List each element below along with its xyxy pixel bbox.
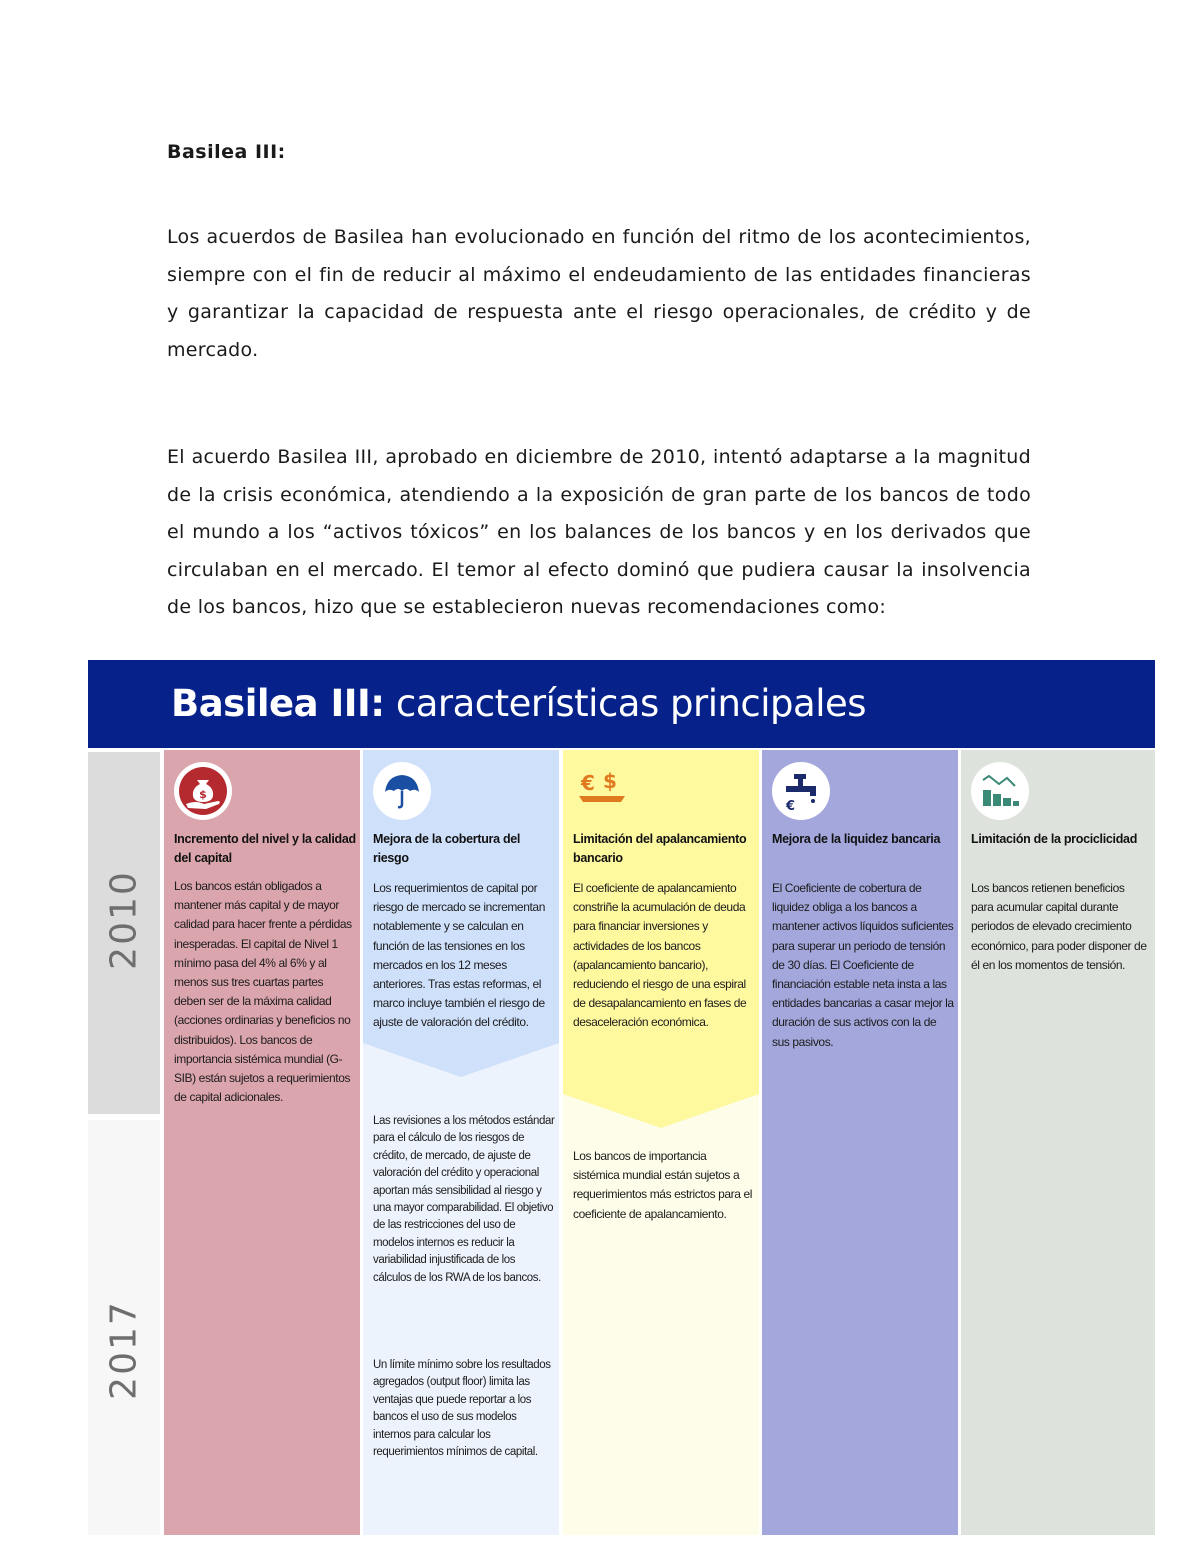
column-leverage-text-2017: Los bancos de importancia sistémica mundial están sujetos a requerimientos más estrictos para el coeficiente de apalancamiento. <box>573 1149 753 1221</box>
faucet-euro-icon <box>772 762 830 820</box>
column-procyclicality-text-2010: Los bancos retienen beneficios para acumular capital durante periodos de elevado crecimiento económico, para poder disponer de él en los momentos de tensión. <box>971 881 1147 972</box>
column-capital-text-2010: Los bancos están obligados a mantener más capital y de mayor calidad para hacer frente a pérdidas inesperadas. El capital de Nivel 1 mínimo pasa del 4% al 6% y al menos sus tres cuartas partes deben ser de la máxima calidad (acciones ordinarias y beneficios no distribuidos). Los bancos de importancia sistémica mundial (G-SIB) están sujetos a requerimientos de capital adicionales. <box>174 879 352 1105</box>
stacked-coins-icon <box>971 762 1029 820</box>
column-procyclicality-heading: Limitación de la prociclicidad <box>971 832 1138 846</box>
column-liquidity-text-2010: El Coeficiente de cobertura de liquidez obliga a los bancos a mantener activos líquidos suficientes para superar un periodo de tensión de 30 días. El Coeficiente de financiación estable neta insta a las entidades bancarias a casar mejor la duración de sus activos con la de sus pasivos. <box>772 881 954 1049</box>
umbrella-icon <box>373 762 431 820</box>
column-risk-coverage-heading: Mejora de la cobertura del riesgo <box>373 832 521 865</box>
column-leverage-heading: Limitación del apalancamiento bancario <box>573 832 747 865</box>
column-capital <box>164 750 360 1535</box>
svg-text:€: € <box>786 799 796 814</box>
column-liquidity-heading: Mejora de la liquidez bancaria <box>772 832 941 846</box>
column-liquidity <box>762 750 958 1535</box>
intro-paragraph: Los acuerdos de Basilea han evolucionado en función del ritmo de los acontecimientos, siempre con el fin de reducir al máximo el endeudamiento de las entidades financieras y garantizar la capacidad de respuesta ante el riesgo operacionales, de crédito y de mercado. <box>167 226 1031 361</box>
basilea-iii-paragraph: El acuerdo Basilea III, aprobado en diciembre de 2010, intentó adaptarse a la magnitud de la crisis económica, atendiendo a la exposición de gran parte de los bancos de todo el mundo a los “activos tóxicos” en los balances de los bancos y en los derivados que circulaban en el mercado. El temor al efecto dominó que pudiera causar la insolvencia de los bancos, hizo que se establecieron nuevas recomendaciones como: <box>167 446 1031 619</box>
svg-text:€: € <box>581 771 595 795</box>
column-leverage-text-2010: El coeficiente de apalancamiento constriñe la acumulación de deuda para financiar inversiones y actividades de los bancos (apalancamiento bancario), reduciendo el riesgo de una espiral de desapalancamiento en fases de desaceleración económica. <box>573 881 747 1030</box>
euro-dollar-icon <box>573 762 631 820</box>
column-risk-coverage-text-2010: Los requerimientos de capital por riesgo de mercado se incrementan notablemente y se calculan en función de las tensiones en los mercados en los 12 meses anteriores. Tras estas reformas, el marco incluye también el riesgo de ajuste de valoración del crédito. <box>373 881 545 1030</box>
document-heading: Basilea III: <box>167 141 286 163</box>
column-risk-coverage <box>363 750 559 1535</box>
infographic-title-bold: Basilea III: <box>171 682 385 725</box>
infographic-title <box>171 682 866 725</box>
column-risk-coverage-text-2017-a: Las revisiones a los métodos estándar para el cálculo de los riesgos de crédito, de mercado, de ajuste de valoración del crédito y operacional aportan más sensibilidad al riesgo y una mayor comparabilidad. El objetivo de las restricciones del uso de modelos internos es reducir la variabilidad injustificada de los cálculos de los RWA de los bancos. <box>373 1115 555 1284</box>
basilea-iii-infographic <box>88 660 1155 1535</box>
column-leverage <box>563 750 759 1535</box>
infographic-title-rest: características principales <box>384 682 867 725</box>
money-bag-hand-icon <box>174 762 232 820</box>
column-procyclicality <box>961 750 1155 1535</box>
year-band-2017 <box>88 1120 160 1535</box>
year-label-2017: 2017 <box>103 1300 145 1400</box>
year-band-2010 <box>88 752 160 1114</box>
column-capital-heading: Incremento del nivel y la calidad del capital <box>174 832 356 865</box>
svg-text:$: $ <box>603 769 617 793</box>
year-label-2010: 2010 <box>103 870 145 970</box>
infographic-banner <box>88 660 1155 748</box>
column-risk-coverage-text-2017-b: Un límite mínimo sobre los resultados agregados (output floor) limita las ventajas que puede reportar a los bancos el uso de sus modelos internos para calcular los requerimientos mínimos de capital. <box>373 1359 551 1459</box>
svg-text:$: $ <box>199 788 207 801</box>
